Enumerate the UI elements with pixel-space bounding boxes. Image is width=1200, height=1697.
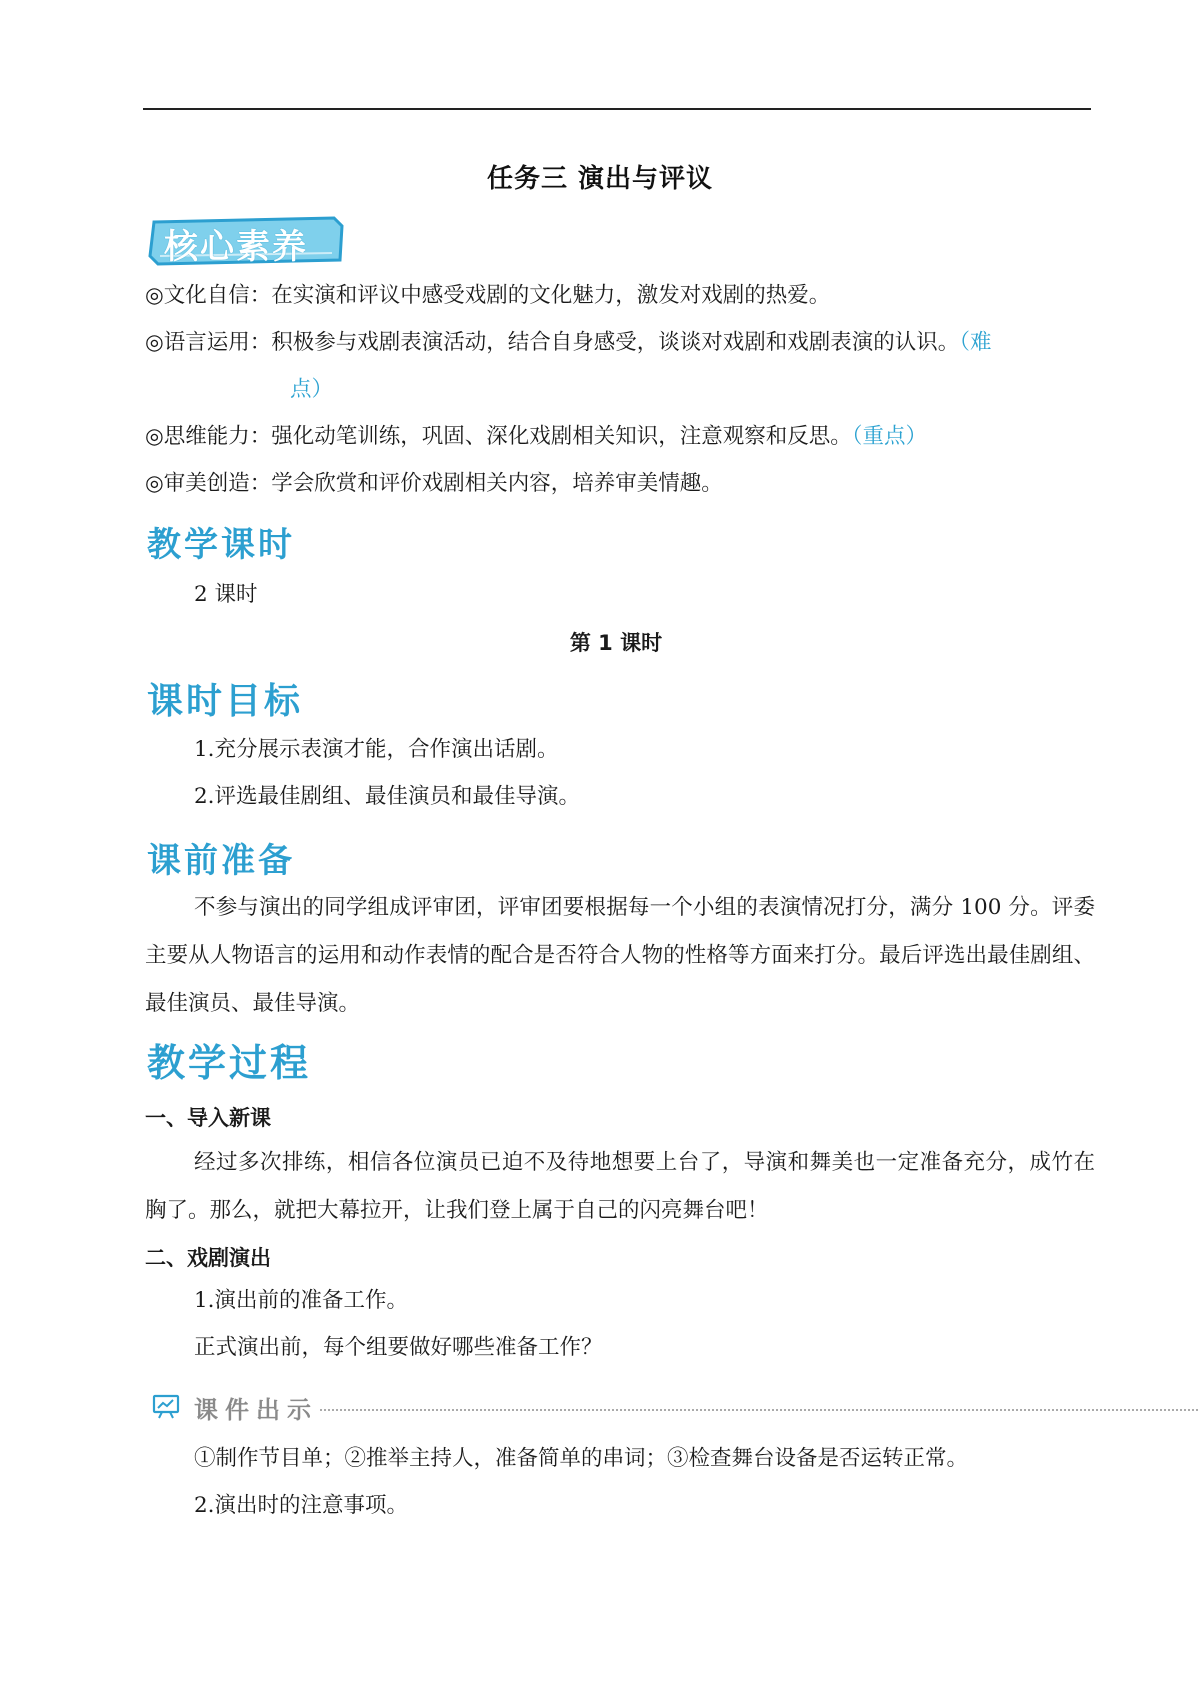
key-point-tag: （重点） <box>851 424 928 449</box>
core-item-text: 积极参与戏剧表演活动，结合自身感受，谈谈对戏剧和戏剧表演的认识。 <box>271 330 960 355</box>
core-item-text: 学会欣赏和评价戏剧相关内容，培养审美情趣。 <box>271 471 723 496</box>
core-literacy-badge <box>146 216 348 266</box>
header-rule <box>143 108 1091 110</box>
core-item-label: ◎文化自信： <box>145 283 272 308</box>
goal-item: 1.充分展示表演才能，合作演出话剧。 <box>194 737 559 762</box>
step-item: 2.演出时的注意事项。 <box>194 1493 409 1518</box>
goal-item: 2.评选最佳剧组、最佳演员和最佳导演。 <box>194 784 581 809</box>
section-heading-hours: 教学课时 <box>147 525 295 565</box>
core-item-label: ◎思维能力： <box>145 424 272 449</box>
hours-value: 2 课时 <box>194 582 258 607</box>
intro-paragraph: 经过多次排练，相信各位演员已迫不及待地想要上台了，导演和舞美也一定准备充分，成竹在胸了。那么，就把大幕拉开，让我们登上属于自己的闪亮舞台吧！ <box>145 1150 1095 1223</box>
section-heading-process: 教学过程 <box>147 1041 312 1085</box>
core-item-text: 在实演和评议中感受戏剧的文化魅力，激发对戏剧的热爱。 <box>271 283 831 308</box>
core-item-label: ◎审美创造： <box>145 471 272 496</box>
subsection-heading-intro: 一、导入新课 <box>145 1106 271 1130</box>
core-item-label: ◎语言运用： <box>145 330 272 355</box>
section-heading-goals: 课时目标 <box>147 681 304 722</box>
page-title: 任务三 演出与评议 <box>486 164 714 194</box>
courseware-label: 课件出示 <box>194 1396 318 1424</box>
preparation-paragraph: 不参与演出的同学组成评审团，评审团要根据每一个小组的表演情况打分，满分 100 分。评委主要从人物语言的运用和动作表情的配合是否符合人物的性格等方面来打分。最后评选出最佳剧组、最佳演员、最佳导演。 <box>145 895 1095 1016</box>
step-item: 1.演出前的准备工作。 <box>194 1288 409 1313</box>
question-text: 正式演出前，每个组要做好哪些准备工作？ <box>194 1335 603 1360</box>
presentation-board-icon <box>152 1394 180 1420</box>
difficulty-tag-continued: 点） <box>290 377 334 402</box>
core-item-language <box>145 328 992 358</box>
badge-label: 核心素养 <box>164 227 308 267</box>
subsection-heading-performance: 二、戏剧演出 <box>145 1246 271 1270</box>
core-item-culture <box>145 281 830 311</box>
section-heading-preparation: 课前准备 <box>147 841 295 881</box>
lesson-heading: 第 1 课时 <box>569 631 663 655</box>
difficulty-tag: （难 <box>959 330 992 355</box>
courseware-banner <box>152 1390 1092 1424</box>
dotted-divider <box>320 1409 1200 1411</box>
core-item-text: 强化动笔训练，巩固、深化戏剧相关知识，注意观察和反思。 <box>271 424 852 449</box>
core-item-thinking <box>145 422 927 452</box>
answer-text: ①制作节目单；②推举主持人，准备简单的串词；③检查舞台设备是否运转正常。 <box>194 1446 969 1471</box>
core-item-aesthetic <box>145 469 723 499</box>
